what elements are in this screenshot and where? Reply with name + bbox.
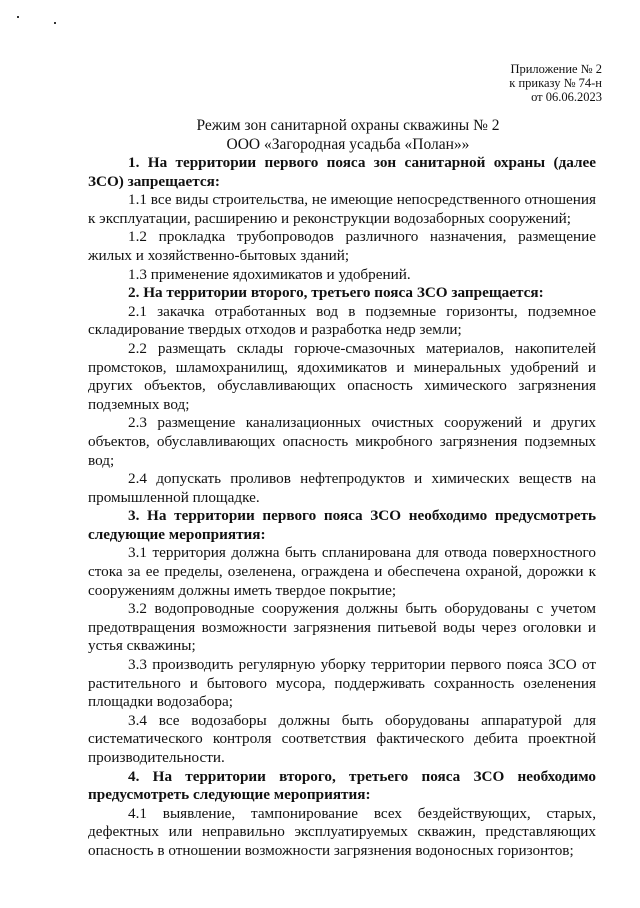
scan-speck: [54, 22, 56, 24]
item-2-2: 2.2 размещать склады горюче-смазочных материалов, накопителей промстоков, шламохранилищ, ядохимикатов и минеральных удобрений и других объектов, обуславливающих опасность химического загрязнения подземных вод;: [88, 339, 596, 413]
title-line-2: ООО «Загородная усадьба «Полан»»: [226, 136, 470, 153]
section-3-heading: 3. На территории первого пояса ЗСО необходимо предусмотреть следующие мероприятия:: [88, 507, 596, 543]
section-4-heading: 4. На территории второго, третьего пояса ЗСО необходимо предусмотреть следующие мероприятия:: [88, 767, 596, 804]
item-3-3: 3.3 производить регулярную уборку территории первого пояса ЗСО от растительного и бытового мусора, поддерживать сохранность озеленения площадки водозабора;: [88, 656, 596, 711]
title-line-1: Режим зон санитарной охраны скважины № 2: [196, 117, 500, 134]
document-body: [88, 116, 596, 861]
scan-speck: [17, 16, 19, 18]
item-3-2: 3.2 водопроводные сооружения должны быть оборудованы с учетом предотвращения возможности загрязнения питьевой воды через оголовки и устья скважины;: [88, 600, 596, 655]
item-3-1: 3.1 территория должна быть спланирована для отвода поверхностного стока за ее пределы, озеленена, ограждена и обеспечена охраной, дорожки к сооружениям должны иметь твердое покрытие;: [88, 544, 596, 599]
appendix-order: к приказу № 74-н: [509, 76, 602, 90]
item-1-2: 1.2 прокладка трубопроводов различного назначения, размещение жилых и хозяйственно-бытовых зданий;: [88, 228, 596, 264]
document-title: [88, 116, 596, 154]
appendix-number: Приложение № 2: [510, 62, 602, 76]
appendix-block: [509, 62, 602, 104]
item-1-1: 1.1 все виды строительства, не имеющие непосредственного отношения к эксплуатации, расширению и реконструкции водозаборных сооружений;: [88, 191, 596, 227]
item-2-4: 2.4 допускать проливов нефтепродуктов и химических веществ на промышленной площадке.: [88, 470, 596, 506]
item-2-1: 2.1 закачка отработанных вод в подземные горизонты, подземное складирование твердых отходов и разработка недр земли;: [88, 302, 596, 339]
item-1-3: 1.3 применение ядохимикатов и удобрений.: [128, 265, 411, 283]
item-4-1: 4.1 выявление, тампонирование всех бездействующих, старых, дефектных или неправильно эксплуатируемых скважин, представляющих опасность в отношении возможности загрязнения водоносных горизонтов;: [88, 804, 596, 859]
section-2-heading: 2. На территории второго, третьего пояса ЗСО запрещается:: [128, 284, 544, 302]
section-1-heading: 1. На территории первого пояса зон санитарной охраны (далее ЗСО) запрещается:: [88, 154, 596, 190]
appendix-date: от 06.06.2023: [531, 90, 602, 104]
item-2-3: 2.3 размещение канализационных очистных сооружений и других объектов, обуславливающих опасность микробного загрязнения подземных вод;: [88, 414, 596, 469]
item-3-4: 3.4 все водозаборы должны быть оборудованы аппаратурой для систематического контроля соответствия фактического дебита проектной производительности.: [88, 711, 596, 766]
